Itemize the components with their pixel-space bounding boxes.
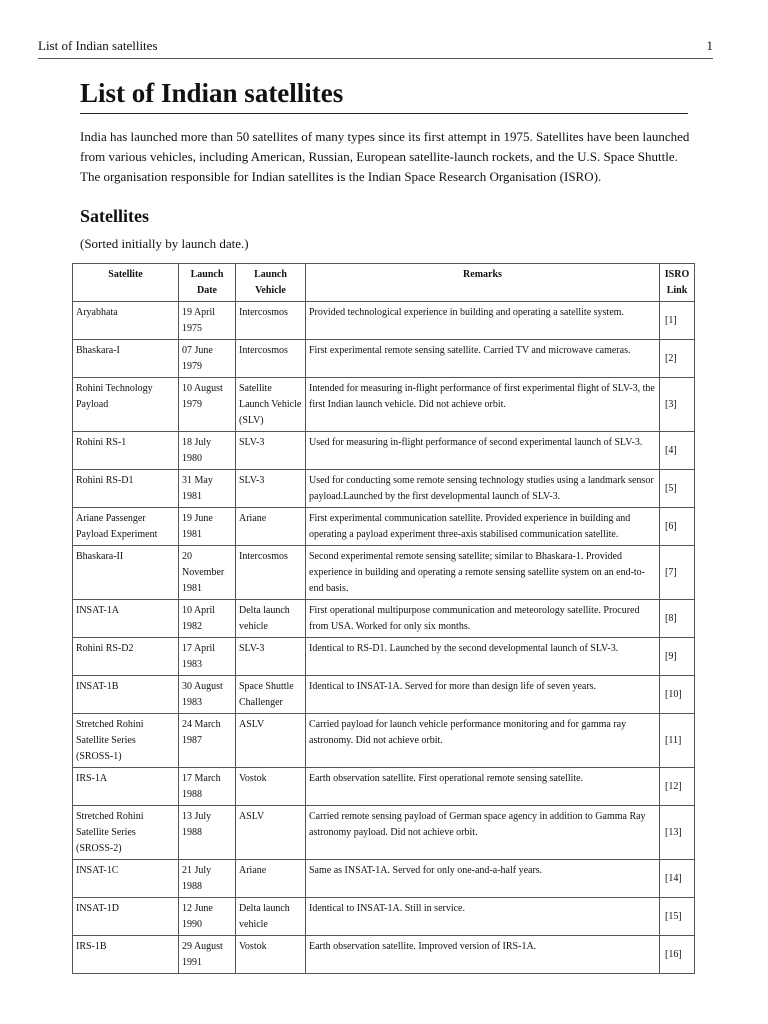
- cell-launch-date: 10 August 1979: [179, 378, 236, 432]
- table-row: [73, 768, 695, 806]
- sort-note: (Sorted initially by launch date.): [80, 236, 249, 251]
- cell-remarks: Used for measuring in-flight performance of second experimental launch of SLV-3.: [306, 432, 660, 470]
- satellites-table: [72, 263, 695, 974]
- cell-isro-link[interactable]: [3]: [660, 378, 695, 432]
- cell-satellite: INSAT-1D: [73, 898, 179, 936]
- cell-isro-link[interactable]: [10]: [660, 676, 695, 714]
- cell-launch-date: 19 April 1975: [179, 302, 236, 340]
- cell-isro-link[interactable]: [8]: [660, 600, 695, 638]
- cell-remarks: Identical to INSAT-1A. Still in service.: [306, 898, 660, 936]
- table-row: [73, 378, 695, 432]
- table-row: [73, 508, 695, 546]
- cell-isro-link[interactable]: [16]: [660, 936, 695, 974]
- cell-isro-link[interactable]: [14]: [660, 860, 695, 898]
- cell-launch-vehicle: ASLV: [236, 806, 306, 860]
- cell-launch-vehicle: Ariane: [236, 860, 306, 898]
- table-row: [73, 432, 695, 470]
- cell-isro-link[interactable]: [15]: [660, 898, 695, 936]
- cell-remarks: Earth observation satellite. First operational remote sensing satellite.: [306, 768, 660, 806]
- cell-satellite: Stretched Rohini Satellite Series (SROSS-2): [73, 806, 179, 860]
- cell-launch-vehicle: Vostok: [236, 936, 306, 974]
- column-header-remarks[interactable]: Remarks: [306, 264, 660, 302]
- table-row: [73, 676, 695, 714]
- table-header-row: [73, 264, 695, 302]
- cell-satellite: Ariane Passenger Payload Experiment: [73, 508, 179, 546]
- table-row: [73, 638, 695, 676]
- cell-remarks: Same as INSAT-1A. Served for only one-and-a-half years.: [306, 860, 660, 898]
- cell-launch-date: 24 March 1987: [179, 714, 236, 768]
- section-heading-satellites: Satellites: [80, 206, 149, 226]
- table-row: [73, 302, 695, 340]
- column-header-launch-date[interactable]: Launch Date: [179, 264, 236, 302]
- cell-remarks: Carried remote sensing payload of German space agency in addition to Gamma Ray astronomy payload. Did not achieve orbit.: [306, 806, 660, 860]
- cell-launch-date: 13 July 1988: [179, 806, 236, 860]
- cell-remarks: Identical to RS-D1. Launched by the second developmental launch of SLV-3.: [306, 638, 660, 676]
- cell-launch-vehicle: Delta launch vehicle: [236, 600, 306, 638]
- cell-satellite: INSAT-1A: [73, 600, 179, 638]
- cell-launch-vehicle: ASLV: [236, 714, 306, 768]
- running-header: [38, 38, 713, 59]
- cell-launch-date: 31 May 1981: [179, 470, 236, 508]
- cell-remarks: Identical to INSAT-1A. Served for more than design life of seven years.: [306, 676, 660, 714]
- cell-satellite: Rohini RS-D1: [73, 470, 179, 508]
- cell-launch-vehicle: Intercosmos: [236, 546, 306, 600]
- table-row: [73, 806, 695, 860]
- column-header-isro-link[interactable]: ISRO Link: [660, 264, 695, 302]
- table-row: [73, 714, 695, 768]
- cell-launch-date: 10 April 1982: [179, 600, 236, 638]
- cell-launch-vehicle: Vostok: [236, 768, 306, 806]
- cell-remarks: Intended for measuring in-flight performance of first experimental flight of SLV-3, the first Indian launch vehicle. Did not achieve orbit.: [306, 378, 660, 432]
- cell-launch-date: 20 November 1981: [179, 546, 236, 600]
- cell-remarks: Second experimental remote sensing satellite; similar to Bhaskara-1. Provided experience in building and operating a remote sensing satellite system on an end-to-end basis.: [306, 546, 660, 600]
- cell-satellite: IRS-1B: [73, 936, 179, 974]
- cell-launch-date: 07 June 1979: [179, 340, 236, 378]
- cell-launch-date: 29 August 1991: [179, 936, 236, 974]
- cell-remarks: Provided technological experience in building and operating a satellite system.: [306, 302, 660, 340]
- cell-launch-vehicle: SLV-3: [236, 432, 306, 470]
- cell-isro-link[interactable]: [2]: [660, 340, 695, 378]
- cell-remarks: Earth observation satellite. Improved version of IRS-1A.: [306, 936, 660, 974]
- cell-isro-link[interactable]: [13]: [660, 806, 695, 860]
- cell-satellite: INSAT-1B: [73, 676, 179, 714]
- cell-isro-link[interactable]: [7]: [660, 546, 695, 600]
- cell-launch-vehicle: Space Shuttle Challenger: [236, 676, 306, 714]
- cell-launch-vehicle: SLV-3: [236, 638, 306, 676]
- cell-remarks: First experimental communication satellite. Provided experience in building and operating a payload experiment three-axis stabilised communication satellite.: [306, 508, 660, 546]
- cell-launch-date: 12 June 1990: [179, 898, 236, 936]
- cell-isro-link[interactable]: [12]: [660, 768, 695, 806]
- intro-paragraph: India has launched more than 50 satellites of many types since its first attempt in 1975. Satellites have been launched from various vehicles, including American, Russian, European satellite-launch rockets, and the U.S. Space Shuttle. The organisation responsible for Indian satellites is the Indian Space Research Organisation (ISRO).: [80, 129, 690, 184]
- cell-satellite: Stretched Rohini Satellite Series (SROSS-1): [73, 714, 179, 768]
- cell-isro-link[interactable]: [11]: [660, 714, 695, 768]
- cell-launch-date: 18 July 1980: [179, 432, 236, 470]
- cell-launch-vehicle: Satellite Launch Vehicle (SLV): [236, 378, 306, 432]
- cell-satellite: Bhaskara-I: [73, 340, 179, 378]
- cell-launch-vehicle: Intercosmos: [236, 302, 306, 340]
- cell-launch-date: 21 July 1988: [179, 860, 236, 898]
- table-row: [73, 546, 695, 600]
- cell-satellite: Rohini Technology Payload: [73, 378, 179, 432]
- cell-isro-link[interactable]: [5]: [660, 470, 695, 508]
- page-number: 1: [706, 38, 713, 53]
- cell-satellite: IRS-1A: [73, 768, 179, 806]
- cell-satellite: INSAT-1C: [73, 860, 179, 898]
- cell-launch-date: 19 June 1981: [179, 508, 236, 546]
- cell-launch-vehicle: Delta launch vehicle: [236, 898, 306, 936]
- cell-isro-link[interactable]: [1]: [660, 302, 695, 340]
- cell-launch-date: 30 August 1983: [179, 676, 236, 714]
- cell-launch-vehicle: SLV-3: [236, 470, 306, 508]
- column-header-satellite[interactable]: Satellite: [73, 264, 179, 302]
- cell-launch-date: 17 April 1983: [179, 638, 236, 676]
- cell-satellite: Bhaskara-II: [73, 546, 179, 600]
- column-header-launch-vehicle[interactable]: Launch Vehicle: [236, 264, 306, 302]
- page-title: List of Indian satellites: [80, 78, 688, 114]
- table-row: [73, 600, 695, 638]
- cell-remarks: Used for conducting some remote sensing technology studies using a landmark sensor payload.Launched by the first developmental launch of SLV-3.: [306, 470, 660, 508]
- cell-satellite: Aryabhata: [73, 302, 179, 340]
- cell-isro-link[interactable]: [6]: [660, 508, 695, 546]
- running-header-title: List of Indian satellites: [38, 38, 158, 53]
- cell-isro-link[interactable]: [4]: [660, 432, 695, 470]
- table-row: [73, 898, 695, 936]
- table-row: [73, 860, 695, 898]
- cell-satellite: Rohini RS-1: [73, 432, 179, 470]
- cell-isro-link[interactable]: [9]: [660, 638, 695, 676]
- cell-remarks: First experimental remote sensing satellite. Carried TV and microwave cameras.: [306, 340, 660, 378]
- cell-launch-vehicle: Intercosmos: [236, 340, 306, 378]
- table-row: [73, 936, 695, 974]
- cell-satellite: Rohini RS-D2: [73, 638, 179, 676]
- cell-launch-vehicle: Ariane: [236, 508, 306, 546]
- cell-remarks: Carried payload for launch vehicle performance monitoring and for gamma ray astronomy. Did not achieve orbit.: [306, 714, 660, 768]
- table-row: [73, 340, 695, 378]
- table-row: [73, 470, 695, 508]
- cell-launch-date: 17 March 1988: [179, 768, 236, 806]
- cell-remarks: First operational multipurpose communication and meteorology satellite. Procured from USA. Worked for only six months.: [306, 600, 660, 638]
